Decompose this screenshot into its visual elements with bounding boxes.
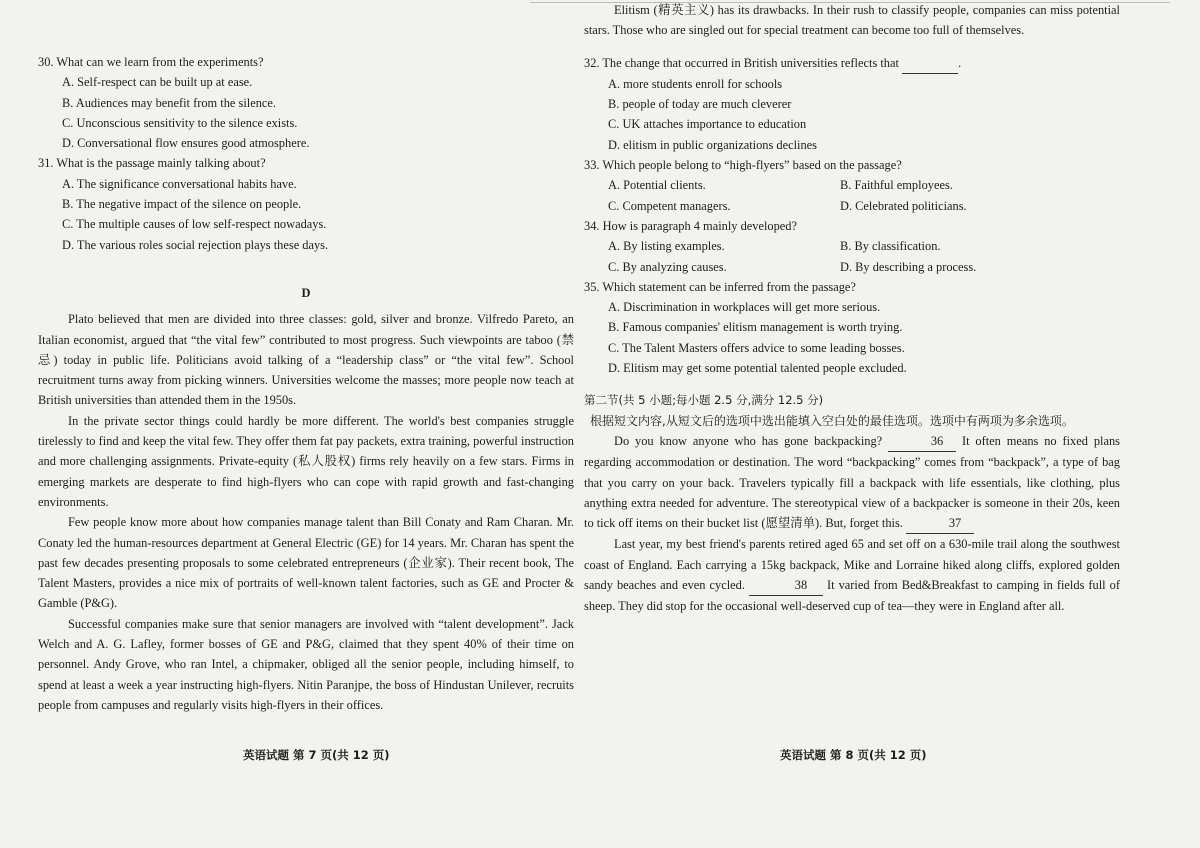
question-35-option-a: A. Discrimination in workplaces will get more serious. (608, 300, 881, 315)
right-page (580, 0, 1120, 848)
section-2-title: 第二节(共 5 小题;每小题 2.5 分,满分 12.5 分) (584, 393, 824, 408)
question-33-option-c: C. Competent managers. (608, 198, 731, 213)
cloze-p1-part-b: It often means no fixed plans regarding accommodation or destination. The word “backpacking” comes from “backpack”, a type of bag that you carry on your back. Travelers typically fill a backpack with life essentials, like clothing, plus anything extra needed for adventure. The stereotypical view of a backpacker is someone in their 20s, keen to tick off items on their bucket list (愿望清单). But, forget this. (584, 433, 1120, 531)
passage-paragraph-2: In the private sector things could hardly be more different. The world's best companies struggle tirelessly to find and keep the vital few. They offer them fat pay packets, extra training, powerful instruction and more challenging assignments. Private-equity (私人股权) firms rely heavily on a few stars. Firms in emerging markets are desperate to find high-flyers who can cope with rapid growth and fast-changing environments. (38, 413, 574, 509)
section-2-instruction: 根据短文内容,从短文后的选项中选出能填入空白处的最佳选项。选项中有两项为多余选项。 (590, 413, 1074, 428)
question-32-option-d: D. elitism in public organizations declines (608, 137, 817, 152)
blank-37: 37 (906, 513, 974, 534)
question-35-option-d: D. Elitism may get some potential talented people excluded. (608, 361, 907, 376)
question-34-options-row-2 (608, 257, 1120, 277)
question-30-option-b: B. Audiences may benefit from the silence. (62, 95, 277, 110)
question-33-options-row-2 (608, 196, 1120, 216)
question-30-stem: 30. What can we learn from the experiments? (38, 55, 264, 69)
question-33-option-a: A. Potential clients. (608, 178, 706, 193)
question-31-option-c: C. The multiple causes of low self-respect nowadays. (62, 217, 327, 232)
passage-d-heading: D (301, 285, 311, 300)
question-31-stem: 31. What is the passage mainly talking about? (38, 156, 266, 171)
passage-paragraph-5: Elitism (精英主义) has its drawbacks. In their rush to classify people, companies can miss potential stars. Those who are singled out for special treatment can become too full of themselves. (584, 3, 1120, 38)
question-34-stem: 34. How is paragraph 4 mainly developed? (584, 218, 797, 233)
question-32-text: 32. The change that occurred in British universities reflects that (584, 55, 899, 70)
page-8-footer: 英语试题 第 8 页(共 12 页) (780, 748, 927, 762)
question-31-option-a: A. The significance conversational habits have. (62, 176, 297, 191)
question-33-option-d: D. Celebrated politicians. (840, 198, 967, 213)
question-30-option-d: D. Conversational flow ensures good atmosphere. (62, 136, 310, 151)
question-31-option-b: B. The negative impact of the silence on people. (62, 197, 302, 212)
question-34-option-c: C. By analyzing causes. (608, 259, 727, 274)
cloze-p1-part-a: Do you know anyone who has gone backpacking? (614, 433, 883, 448)
page-7-footer: 英语试题 第 7 页(共 12 页) (243, 748, 390, 762)
blank-36: 36 (888, 431, 956, 452)
question-34-option-b: B. By classification. (840, 239, 941, 254)
cloze-paragraph-2 (584, 534, 1120, 616)
question-32-option-a: A. more students enroll for schools (608, 76, 783, 91)
cloze-p2-part-b: It varied from Bed&Breakfast to camping in fields full of sheep. They did stop for the occasional well-deserved cup of tea—they were in England after all. (584, 578, 1120, 614)
passage-paragraph-1: Plato believed that men are divided into three classes: gold, silver and bronze. Vilfredo Pareto, an Italian economist, argued that “the vital few” contributed to most progress. Such viewpoints are taboo (禁忌) today in public life. Politicians avoid talking of a “leadership class” or “the vital few”. School recruitment turns away from picking winners. Universities welcome the masses; more people now teach at British universities than attended them in the 1950s. (38, 312, 574, 408)
question-35-option-b: B. Famous companies' elitism management is worth trying. (608, 320, 903, 335)
question-34-option-d: D. By describing a process. (840, 259, 977, 274)
question-35-option-c: C. The Talent Masters offers advice to some leading bosses. (608, 340, 905, 355)
cloze-p2-part-a: Last year, my best friend's parents retired aged 65 and set off on a 630-mile trail along the southwest coast of England. Each carrying a 15kg backpack, Mike and Lorraine hiked along cliffs, explored golden sandy beaches and even cycled. (584, 537, 1120, 593)
question-32-period: . (958, 55, 962, 70)
question-32-option-b: B. people of today are much cleverer (608, 97, 792, 112)
question-30-option-c: C. Unconscious sensitivity to the silence exists. (62, 115, 298, 130)
question-33-option-b: B. Faithful employees. (840, 178, 953, 193)
question-35-stem: 35. Which statement can be inferred from the passage? (584, 279, 856, 294)
question-31-option-d: D. The various roles social rejection plays these days. (62, 237, 329, 252)
passage-paragraph-4: Successful companies make sure that senior managers are involved with “talent development”. Jack Welch and A. G. Lafley, former bosses of GE and P&G, claimed that they spent 40% of their time on personnel. Andy Grove, who ran Intel, a chipmaker, obliged all the senior people, including himself, to spend at least a week a year instructing high-flyers. Nitin Paranjpe, the boss of Hindustan Unilever, recruits people from campuses and regularly visits high-flyers in their offices. (38, 616, 574, 712)
cloze-paragraph-1 (584, 431, 1120, 534)
blank-38: 38 (749, 575, 823, 596)
question-32-blank (902, 53, 958, 74)
question-33-options-row-1 (608, 175, 1120, 195)
question-34-options-row-1 (608, 236, 1120, 256)
question-34-option-a: A. By listing examples. (608, 239, 725, 254)
passage-paragraph-3: Few people know more about how companies manage talent than Bill Conaty and Ram Charan. Mr. Conaty led the human-resources department at General Electric (GE) for 14 years. Mr. Charan has spent the past few decades presenting proposals to some celebrated entrepreneurs (企业家). Their recent book, The Talent Masters, provides a nice mix of portraits of well-known talent factories, such as GE and Procter & Gamble (P&G). (38, 515, 574, 611)
question-32-stem (584, 53, 1120, 74)
question-32-option-c: C. UK attaches importance to education (608, 117, 807, 132)
question-33-stem: 33. Which people belong to “high-flyers” based on the passage? (584, 158, 902, 173)
question-30-option-a: A. Self-respect can be built up at ease. (62, 75, 253, 90)
